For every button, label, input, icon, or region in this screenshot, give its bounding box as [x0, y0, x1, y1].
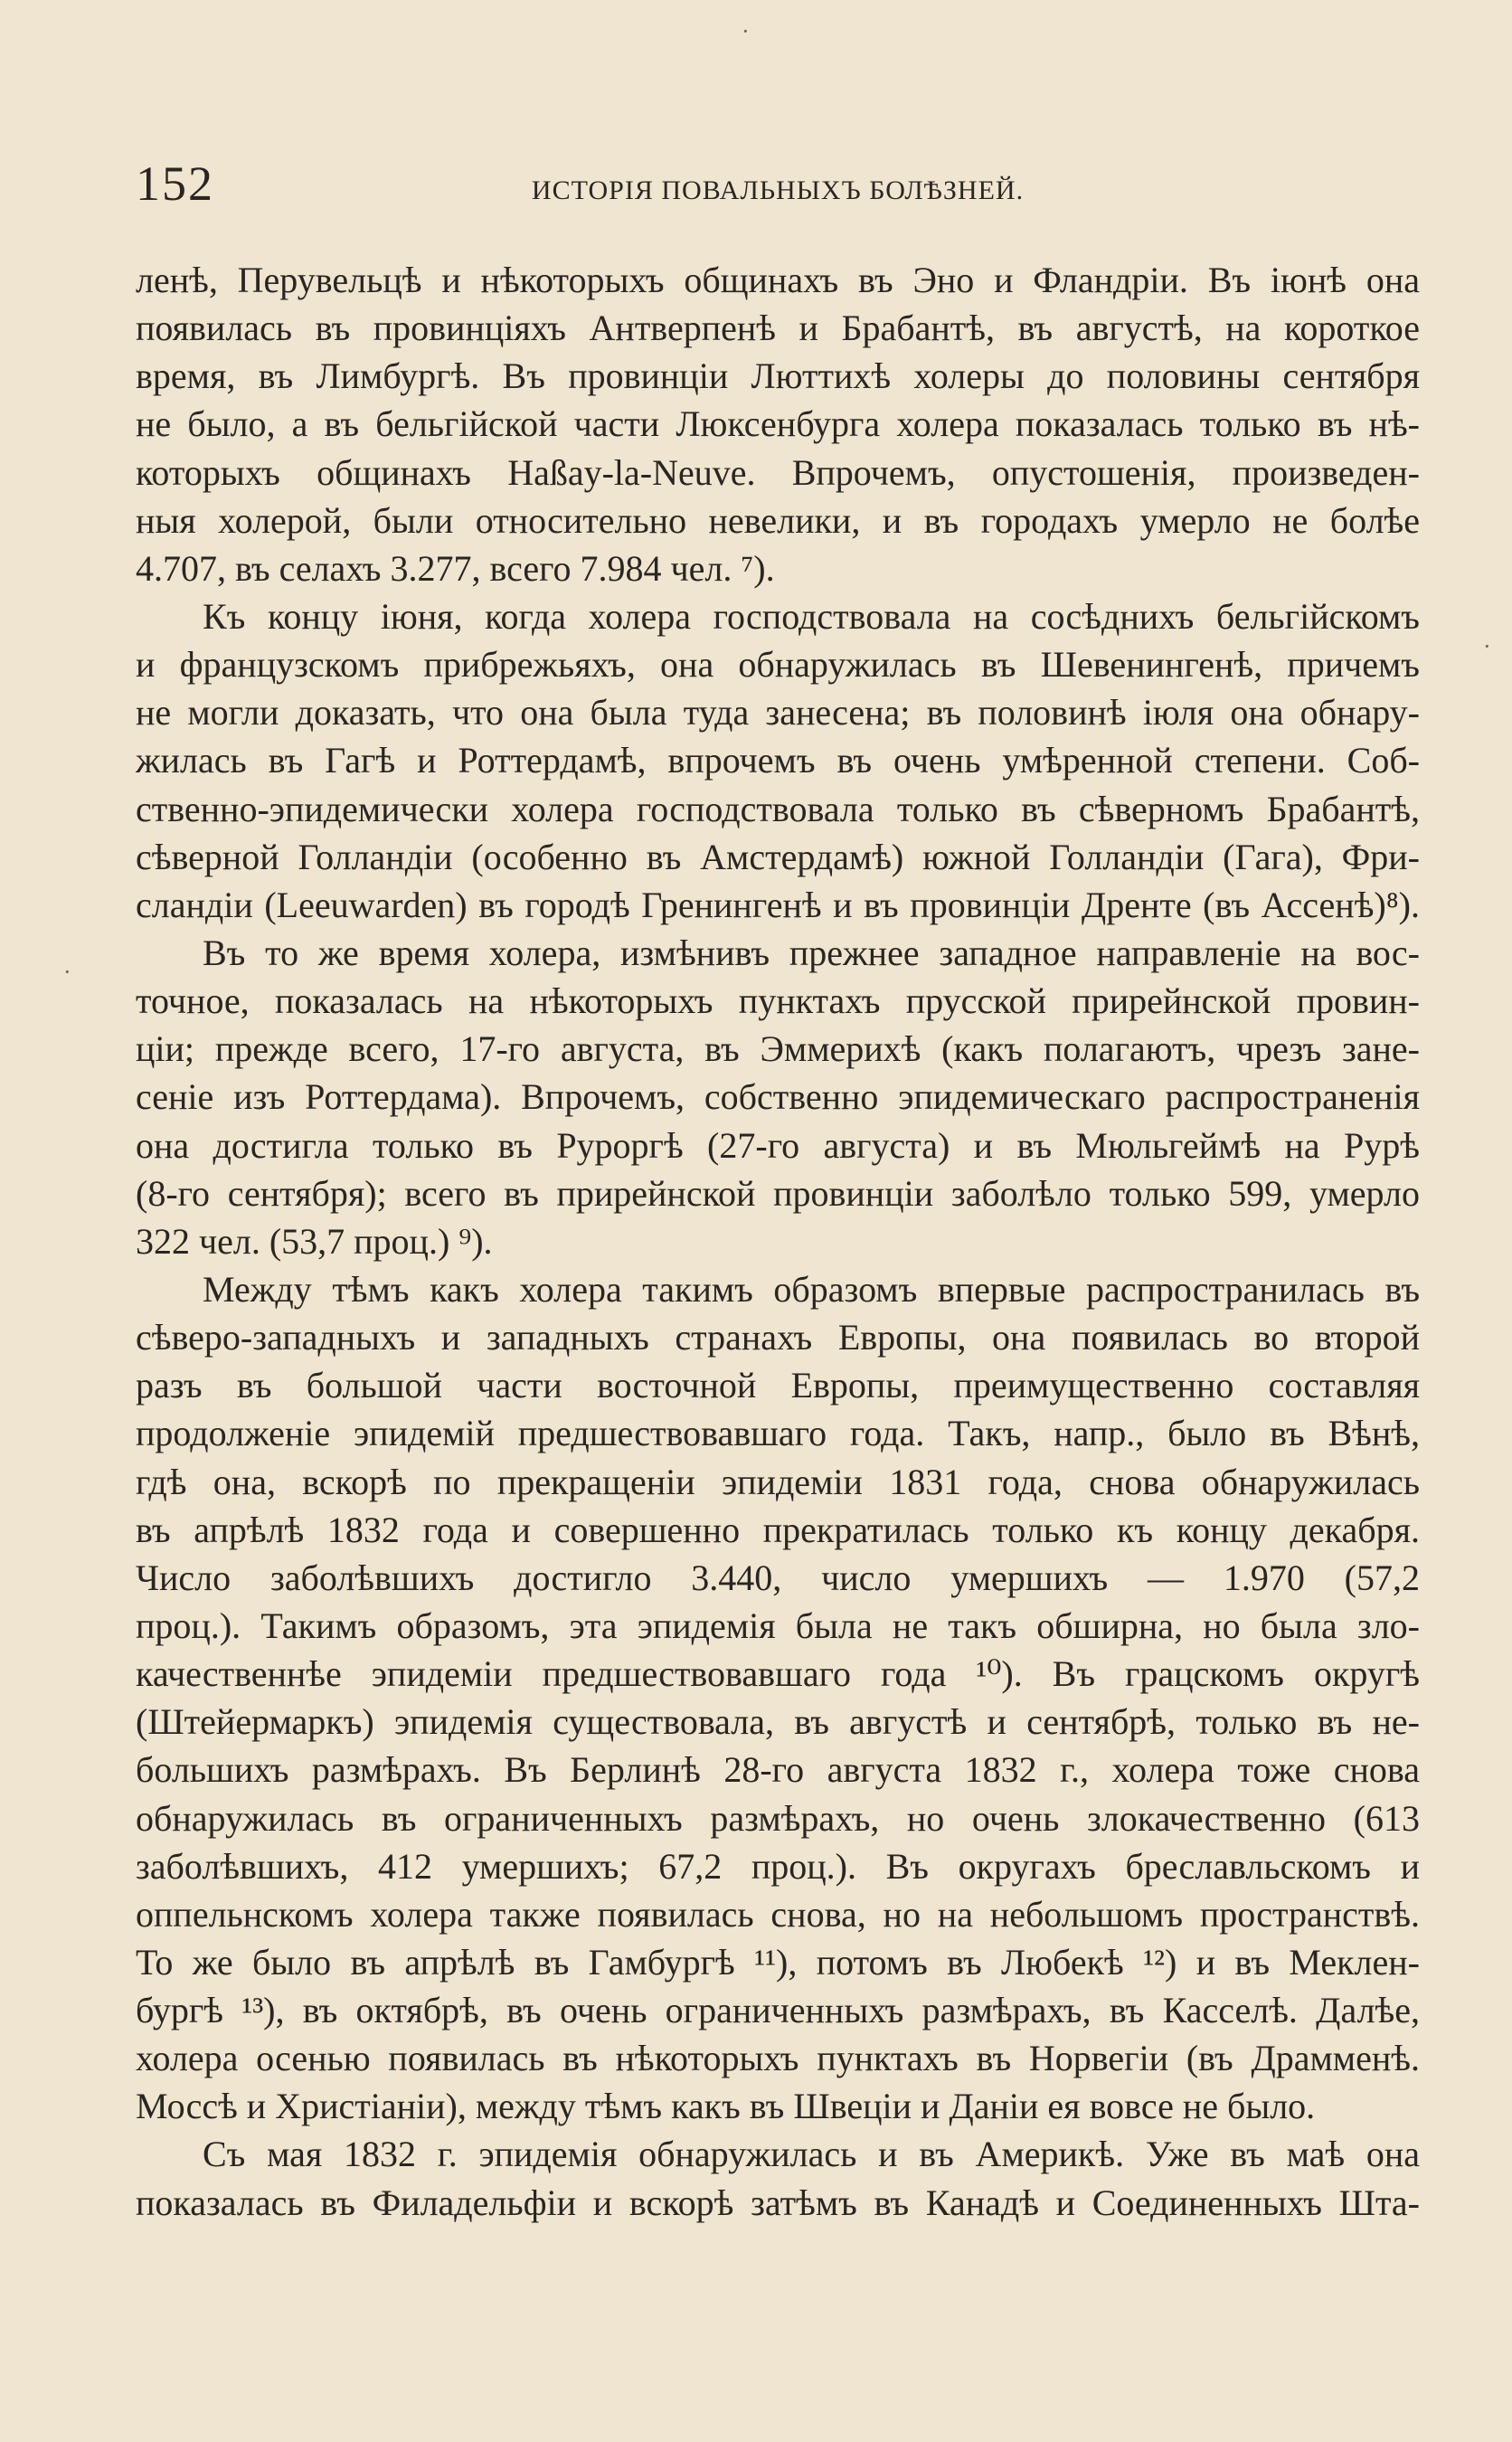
- text-line: ныя холерой, были относительно невелики, и въ городахъ умерло не болѣе: [136, 499, 1420, 541]
- page-header: [136, 156, 1420, 219]
- text-line: гдѣ она, вскорѣ по прекращеніи эпидеміи 1831 года, снова обнаружилась: [136, 1461, 1420, 1502]
- paragraph-start-line: Къ концу іюня, когда холера господствовала на сосѣднихъ бельгійскомъ: [203, 595, 1420, 637]
- text-line: Число заболѣвшихъ достигло 3.440, число умершихъ — 1.970 (57,2: [136, 1557, 1420, 1598]
- text-line: точное, показалась на нѣкоторыхъ пунктахъ прусской прирейнской провин-: [136, 980, 1420, 1022]
- text-line: Моссѣ и Христіаніи), между тѣмъ какъ въ Швеціи и Даніи ея вовсе не было.: [136, 2086, 1316, 2127]
- text-line: 322 чел. (53,7 проц.) ⁹).: [136, 1220, 493, 1262]
- page-speck: ·: [742, 18, 750, 44]
- text-line: 4.707, въ селахъ 3.277, всего 7.984 чел. ⁷).: [136, 547, 775, 589]
- text-line: которыхъ общинахъ Haßay-la-Neuve. Впрочемъ, опустошенія, произведен-: [136, 451, 1420, 493]
- text-line: жилась въ Гагѣ и Роттердамѣ, впрочемъ въ очень умѣренной степени. Соб-: [136, 740, 1420, 781]
- running-title: ИСТОРІЯ ПОВАЛЬНЫХЪ БОЛѢЗНЕЙ.: [531, 175, 1025, 205]
- page: [136, 0, 1420, 2442]
- text-line: сеніе изъ Роттердама). Впрочемъ, собственно эпидемическаго распространенія: [136, 1076, 1420, 1118]
- text-line: обнаружилась въ ограниченныхъ размѣрахъ, но очень злокачественно (613: [136, 1797, 1420, 1839]
- text-line: ленѣ, Перувельцѣ и нѣкоторыхъ общинахъ въ Эно и Фландріи. Въ іюнѣ она: [136, 260, 1420, 300]
- text-line: сѣверной Голландіи (особенно въ Амстердамѣ) южной Голландіи (Гага), Фри-: [136, 836, 1420, 877]
- paragraph-start-line: Въ то же время холера, измѣнивъ прежнее западное направленіе на вос-: [203, 932, 1420, 973]
- text-line: сѣверо-западныхъ и западныхъ странахъ Европы, она появилась во второй: [136, 1317, 1420, 1358]
- page-speck: ·: [63, 959, 71, 985]
- text-line: въ апрѣлѣ 1832 года и совершенно прекратилась только къ концу декабря.: [136, 1509, 1420, 1550]
- text-line: она достигла только въ Руроргѣ (27-го августа) и въ Мюльгеймѣ на Рурѣ: [136, 1124, 1420, 1166]
- text-line: сландіи (Leeuwarden) въ городѣ Гренингенѣ и въ провинціи Дренте (въ Ассенѣ)⁸).: [136, 884, 1420, 925]
- text-line: большихъ размѣрахъ. Въ Берлинѣ 28-го августа 1832 г., холера тоже снова: [136, 1749, 1420, 1791]
- text-line: не могли доказать, что она была туда занесена; въ половинѣ іюля она обнару-: [136, 692, 1420, 734]
- page-number: 152: [136, 156, 214, 211]
- text-line: продолженіе эпидемій предшествовавшаго года. Такъ, напр., было въ Вѣнѣ,: [136, 1413, 1420, 1454]
- text-line: появилась въ провинціяхъ Антверпенѣ и Брабантѣ, въ августѣ, на короткое: [136, 308, 1420, 349]
- page-speck: ·: [1483, 633, 1491, 659]
- text-line: холера осенью появилась въ нѣкоторыхъ пунктахъ въ Норвегіи (въ Драмменѣ.: [136, 2038, 1420, 2079]
- text-line: ственно-эпидемически холера господствовала только въ сѣверномъ Брабантѣ,: [136, 788, 1420, 829]
- text-line: ціи; прежде всего, 17-го августа, въ Эммерихѣ (какъ полагаютъ, чрезъ зане-: [136, 1028, 1420, 1070]
- text-line: (Штейермаркъ) эпидемія существовала, въ августѣ и сентябрѣ, только въ не-: [136, 1701, 1420, 1743]
- paragraph-start-line: Съ мая 1832 г. эпидемія обнаружилась и въ Америкѣ. Уже въ маѣ она: [203, 2134, 1420, 2175]
- text-line: показалась въ Филадельфіи и вскорѣ затѣмъ въ Канадѣ и Соединенныхъ Шта-: [136, 2182, 1420, 2223]
- text-line: разъ въ большой части восточной Европы, преимущественно составляя: [136, 1365, 1420, 1406]
- body-text: [136, 256, 1420, 2227]
- text-line: и французскомъ прибрежьяхъ, она обнаружилась въ Шевенингенѣ, причемъ: [136, 644, 1420, 686]
- text-line: не было, а въ бельгійской части Люксенбурга холера показалась только въ нѣ-: [136, 403, 1420, 445]
- paragraph-start-line: Между тѣмъ какъ холера такимъ образомъ впервые распространилась въ: [203, 1268, 1420, 1310]
- text-line: бургѣ ¹³), въ октябрѣ, въ очень ограниченныхъ размѣрахъ, въ Касселѣ. Далѣе,: [136, 1990, 1420, 2031]
- text-line: оппельнскомъ холера также появилась снова, но на небольшомъ пространствѣ.: [136, 1893, 1420, 1935]
- text-line: (8-го сентября); всего въ прирейнской провинціи заболѣло только 599, умерло: [136, 1172, 1420, 1214]
- text-line: То же было въ апрѣлѣ въ Гамбургѣ ¹¹), потомъ въ Любекѣ ¹²) и въ Меклен-: [136, 1941, 1420, 1983]
- text-line: качественнѣе эпидеміи предшествовавшаго года ¹⁰). Въ грацскомъ округѣ: [136, 1653, 1420, 1695]
- text-line: заболѣвшихъ, 412 умершихъ; 67,2 проц.). Въ округахъ бреславльскомъ и: [136, 1845, 1420, 1887]
- text-line: проц.). Такимъ образомъ, эта эпидемія была не такъ обширна, но была зло-: [136, 1604, 1420, 1646]
- text-line: время, въ Лимбургѣ. Въ провинціи Люттихѣ холеры до половины сентября: [136, 355, 1420, 397]
